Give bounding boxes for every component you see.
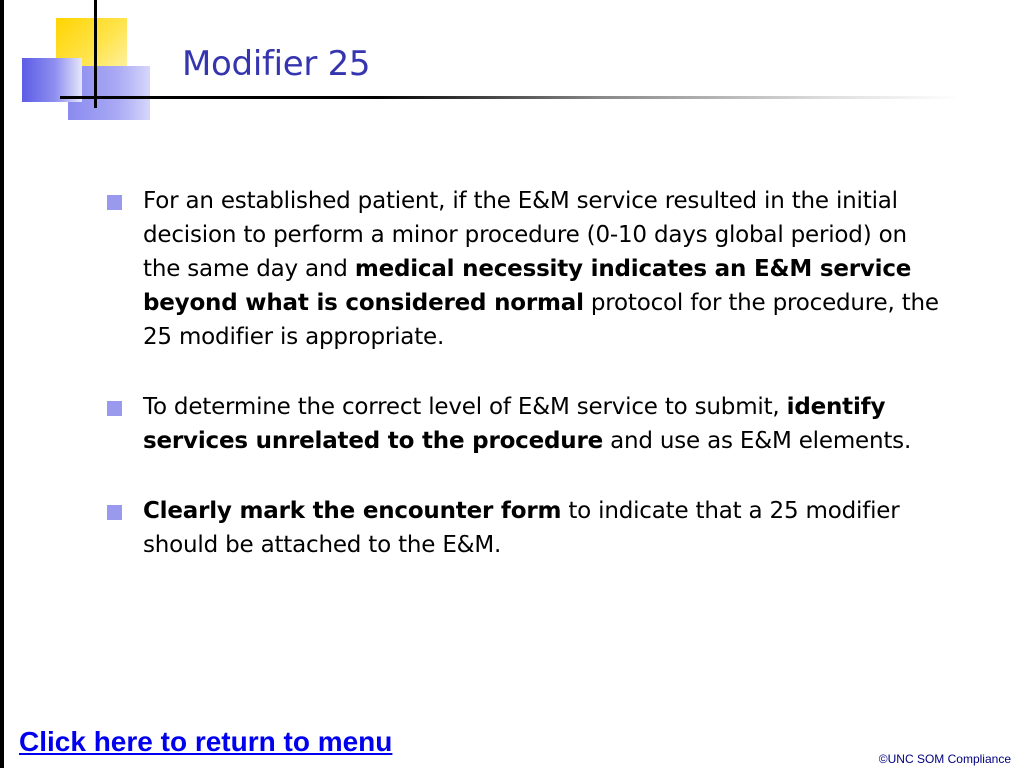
square-bullet-icon [107,505,122,520]
square-bullet-icon [107,195,122,210]
bullet-text-segment: protocol for the procedure, the 25 modifier is appropriate. [143,290,939,350]
bullet-text [143,394,911,454]
bullet-item [104,494,944,562]
bullet-item [104,390,944,458]
bullet-item [104,184,944,354]
bullet-text [143,188,939,350]
bullet-text-segment: For an established patient, if the E&M service resulted in the initial decision to perform a minor procedure (0-10 days global period) on the same day and [143,188,907,282]
page-title: Modifier 25 [182,44,371,84]
square-bullet-icon [107,401,122,416]
return-to-menu-link[interactable]: Click here to return to menu [19,726,393,757]
bullet-text-emphasis: identify services unrelated to the procedure [143,394,886,454]
vertical-rule [94,0,97,108]
bullet-text-emphasis: Clearly mark the encounter form [143,498,562,524]
bullet-text [143,498,899,558]
bullet-text-segment: to indicate that a 25 modifier should be attached to the E&M. [143,498,900,558]
title-underline [60,96,960,99]
bullet-list [104,184,944,598]
bullet-text-segment: To determine the correct level of E&M service to submit, [143,394,787,420]
footer-copyright: ©UNC SOM Compliance [878,752,1011,766]
bullet-text-segment: and use as E&M elements. [603,428,912,454]
bullet-text-emphasis: medical necessity indicates an E&M service beyond what is considered normal [143,256,912,316]
decorative-logo [0,0,160,125]
